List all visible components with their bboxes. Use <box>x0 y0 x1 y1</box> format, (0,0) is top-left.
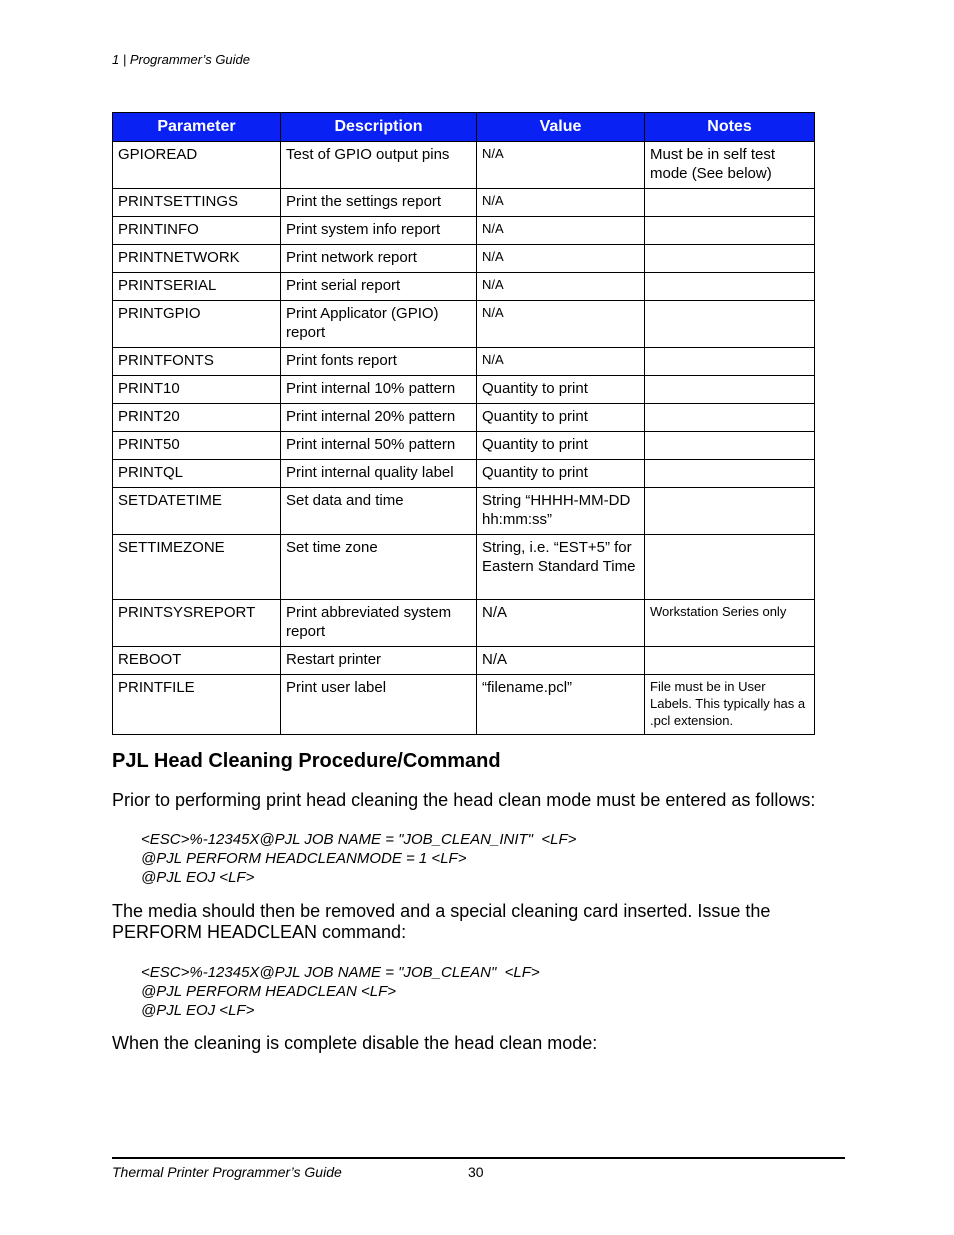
table-row <box>113 600 815 647</box>
cell-description: Print serial report <box>281 273 477 301</box>
cell-value: N/A <box>477 600 645 647</box>
cell-description: Print the settings report <box>281 189 477 217</box>
cell-parameter: PRINTNETWORK <box>113 245 281 273</box>
cell-notes: Must be in self test mode (See below) <box>645 142 815 189</box>
cell-parameter: PRINT50 <box>113 432 281 460</box>
cell-value: Quantity to print <box>477 432 645 460</box>
cell-parameter: PRINT20 <box>113 404 281 432</box>
cell-description: Print system info report <box>281 217 477 245</box>
cell-notes <box>645 273 815 301</box>
header-notes: Notes <box>645 113 815 142</box>
cell-value: N/A <box>477 189 645 217</box>
table-row <box>113 460 815 488</box>
cell-value: N/A <box>477 217 645 245</box>
cell-value: N/A <box>477 273 645 301</box>
cell-value: N/A <box>477 647 645 675</box>
cell-notes <box>645 301 815 348</box>
code-line: @PJL PERFORM HEADCLEANMODE = 1 <LF> <box>141 850 467 867</box>
code-block-init <box>141 830 576 887</box>
cell-description: Test of GPIO output pins <box>281 142 477 189</box>
header-parameter: Parameter <box>113 113 281 142</box>
cell-description: Print internal 20% pattern <box>281 404 477 432</box>
code-line: @PJL EOJ <LF> <box>141 869 255 886</box>
cell-value: N/A <box>477 348 645 376</box>
cell-notes <box>645 432 815 460</box>
cell-notes: File must be in User Labels. This typically has a .pcl extension. <box>645 675 815 735</box>
cell-description: Print user label <box>281 675 477 735</box>
cell-description: Set data and time <box>281 488 477 535</box>
code-line: <ESC>%-12345X@PJL JOB NAME = "JOB_CLEAN_INIT" <LF> <box>141 831 577 848</box>
cell-description: Print network report <box>281 245 477 273</box>
cell-notes <box>645 217 815 245</box>
cell-notes <box>645 488 815 535</box>
table-row <box>113 675 815 735</box>
cell-parameter: PRINTFILE <box>113 675 281 735</box>
paragraph-cleaning-card: The media should then be removed and a special cleaning card inserted. Issue the PERFORM HEADCLEAN command: <box>112 901 771 942</box>
cell-parameter: GPIOREAD <box>113 142 281 189</box>
cell-value: N/A <box>477 301 645 348</box>
cell-value: Quantity to print <box>477 404 645 432</box>
cell-description: Print internal 50% pattern <box>281 432 477 460</box>
page-number: 30 <box>468 1164 484 1180</box>
cell-parameter: PRINTINFO <box>113 217 281 245</box>
cell-notes <box>645 404 815 432</box>
cell-description: Print fonts report <box>281 348 477 376</box>
cell-parameter: PRINTGPIO <box>113 301 281 348</box>
cell-parameter: SETDATETIME <box>113 488 281 535</box>
cell-notes: Workstation Series only <box>645 600 815 647</box>
cell-notes <box>645 245 815 273</box>
code-line: <ESC>%-12345X@PJL JOB NAME = "JOB_CLEAN" <LF> <box>141 964 540 981</box>
paragraph-disable: When the cleaning is complete disable the head clean mode: <box>112 1033 598 1053</box>
cell-value: N/A <box>477 142 645 189</box>
footer-title: Thermal Printer Programmer’s Guide <box>112 1164 342 1180</box>
cell-parameter: PRINTQL <box>113 460 281 488</box>
footer-rule <box>112 1157 845 1159</box>
cell-parameter: PRINTSYSREPORT <box>113 600 281 647</box>
paragraph-intro: Prior to performing print head cleaning the head clean mode must be entered as follows: <box>112 790 816 810</box>
cell-notes <box>645 647 815 675</box>
cell-notes <box>645 460 815 488</box>
cell-description: Restart printer <box>281 647 477 675</box>
code-block-clean <box>141 963 540 1020</box>
cell-description: Print Applicator (GPIO) report <box>281 301 477 348</box>
code-line: @PJL EOJ <LF> <box>141 1002 255 1019</box>
cell-notes <box>645 189 815 217</box>
cell-description: Print internal quality label <box>281 460 477 488</box>
cell-parameter: REBOOT <box>113 647 281 675</box>
cell-value: “filename.pcl” <box>477 675 645 735</box>
table-header-row <box>113 113 815 142</box>
table-row <box>113 432 815 460</box>
table-row <box>113 488 815 535</box>
table-row <box>113 245 815 273</box>
table-row <box>113 189 815 217</box>
cell-description: Set time zone <box>281 535 477 600</box>
running-head: 1 | Programmer’s Guide <box>112 52 251 67</box>
table-row <box>113 142 815 189</box>
cell-value: Quantity to print <box>477 376 645 404</box>
cell-notes <box>645 376 815 404</box>
table-row <box>113 348 815 376</box>
cell-value: String, i.e. “EST+5” for Eastern Standard Time <box>477 535 645 600</box>
cell-parameter: PRINT10 <box>113 376 281 404</box>
table-row <box>113 647 815 675</box>
cell-parameter: SETTIMEZONE <box>113 535 281 600</box>
cell-parameter: PRINTFONTS <box>113 348 281 376</box>
header-description: Description <box>281 113 477 142</box>
table-row <box>113 404 815 432</box>
cell-description: Print internal 10% pattern <box>281 376 477 404</box>
code-line: @PJL PERFORM HEADCLEAN <LF> <box>141 983 397 1000</box>
cell-value: String “HHHH-MM-DD hh:mm:ss” <box>477 488 645 535</box>
cell-parameter: PRINTSETTINGS <box>113 189 281 217</box>
section-heading: PJL Head Cleaning Procedure/Command <box>112 750 501 772</box>
table-row <box>113 535 815 600</box>
cell-notes <box>645 348 815 376</box>
parameter-table <box>112 112 815 735</box>
cell-notes <box>645 535 815 600</box>
header-value: Value <box>477 113 645 142</box>
table-row <box>113 376 815 404</box>
table-row <box>113 273 815 301</box>
cell-value: N/A <box>477 245 645 273</box>
cell-parameter: PRINTSERIAL <box>113 273 281 301</box>
cell-description: Print abbreviated system report <box>281 600 477 647</box>
table-row <box>113 217 815 245</box>
table-row <box>113 301 815 348</box>
cell-value: Quantity to print <box>477 460 645 488</box>
